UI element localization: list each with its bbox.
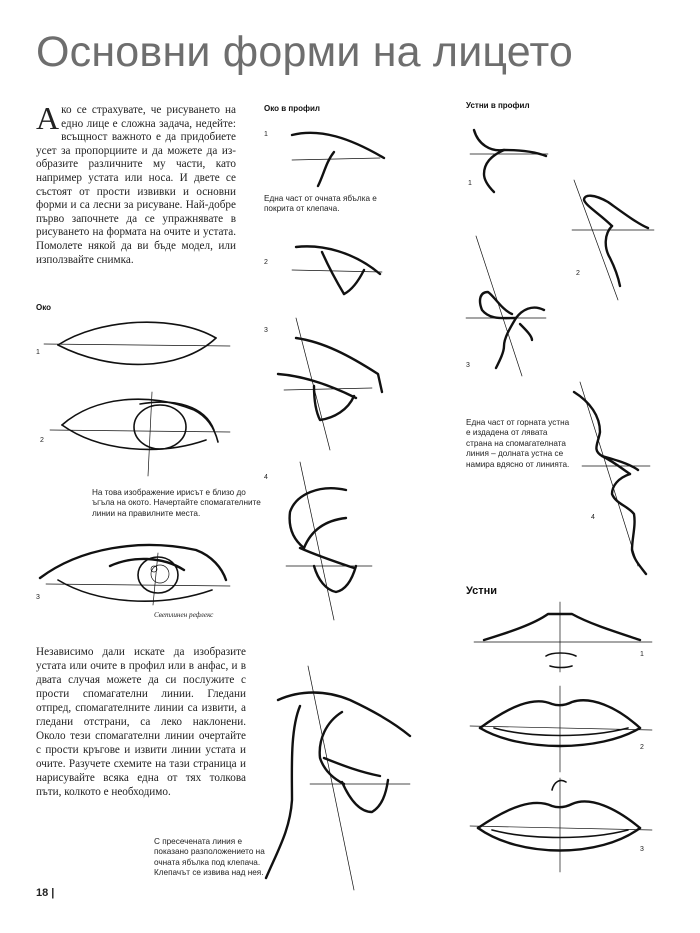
eye-step-number: 3 bbox=[36, 594, 40, 601]
eye-profile-sketch-5 bbox=[266, 666, 410, 890]
lips-profile-sketch-2 bbox=[572, 180, 654, 300]
eye-profile-step-number: 1 bbox=[264, 131, 268, 138]
lips-profile-step-number: 3 bbox=[466, 362, 470, 369]
caption-eye-iris: На това изображение ирисът е близо до ъгъла на окото. Начертайте спомагателните линии на правилните места. bbox=[92, 488, 261, 518]
eye-profile-sketch-1 bbox=[292, 133, 384, 186]
intro-text: ко се страхувате, че рисуването на едно лице е сложна задача, недейте: всъщност важното е да придобиете усет за пропорциите и да можете да изобразите различните му части, като например устата или носа. И двете се състоят от прости извивки и основни форми и са лесни за рисуване. Най-добре първо започнете да се упражнявате в рисуването на формата на очите и устата. Помолете някой да ви бъде модел, или използвайте снимка. bbox=[36, 104, 236, 266]
caption-light-reflex: Светлинен рефлекс bbox=[154, 611, 214, 619]
lips-step-number: 1 bbox=[640, 651, 644, 658]
eye-profile-sketch-2 bbox=[292, 246, 382, 294]
section-heading-lips: Устни bbox=[466, 585, 498, 597]
lips-front-sketch-2 bbox=[470, 686, 652, 772]
page-title: Основни форми на лицето bbox=[36, 28, 573, 76]
caption-lips-profile-note: Една част от горната устна е издадена от лявата страна на спомагателната линия – долната устна се намира вдясно от линията. bbox=[466, 418, 570, 469]
lips-profile-sketch-1 bbox=[470, 130, 548, 192]
lips-step-number: 3 bbox=[640, 846, 644, 853]
eye-profile-sketch-3 bbox=[278, 318, 382, 450]
drop-cap: А bbox=[36, 100, 60, 136]
eye-profile-step-number: 3 bbox=[264, 327, 268, 334]
eye-front-sketch-3 bbox=[40, 545, 230, 605]
page-number: 18 | bbox=[36, 887, 55, 899]
lips-step-number: 2 bbox=[640, 744, 644, 751]
body-paragraph: Независимо дали искате да изобразите устата или очите в профил или в анфас, и в двата случая можете да си послужите с прости спомагателни линии. Гледани отпред, спомагателните линии са извити, а гледани отстрани, са леко наклонени. Около тези спомагателни линии очертайте с прости кръгове и извити линии устата и очите. Разучете схемите на тази страница и нарисувайте всяка една от тях толкова пъти, колкото е необходимо. bbox=[36, 646, 246, 798]
lips-front-sketch-1 bbox=[474, 602, 652, 672]
eye-step-number: 1 bbox=[36, 349, 40, 356]
section-heading-lips-profile: Устни в профил bbox=[466, 101, 530, 110]
lips-profile-sketch-4 bbox=[574, 382, 650, 574]
caption-profile-cross: С пресечената линия е показано разположението на очната ябълка под клепача. Клепачът се извива над нея. bbox=[154, 837, 265, 878]
eye-step-number: 2 bbox=[40, 437, 44, 444]
section-heading-eye: Око bbox=[36, 303, 52, 312]
intro-paragraph bbox=[36, 100, 236, 267]
eye-front-sketch-2 bbox=[50, 392, 230, 476]
lips-profile-step-number: 2 bbox=[576, 270, 580, 277]
lips-profile-step-number: 1 bbox=[468, 180, 472, 187]
eye-profile-step-number: 4 bbox=[264, 474, 268, 481]
caption-profile-eyelid: Една част от очната ябълка е покрита от клепача. bbox=[264, 194, 377, 214]
eye-profile-step-number: 2 bbox=[264, 259, 268, 266]
eye-profile-sketch-4 bbox=[286, 462, 372, 620]
lips-profile-sketch-3 bbox=[466, 236, 546, 376]
section-heading-eye-profile: Око в профил bbox=[264, 104, 320, 113]
lips-front-sketch-3 bbox=[470, 778, 652, 872]
eye-front-sketch-1 bbox=[44, 322, 230, 364]
lips-profile-step-number: 4 bbox=[591, 514, 595, 521]
